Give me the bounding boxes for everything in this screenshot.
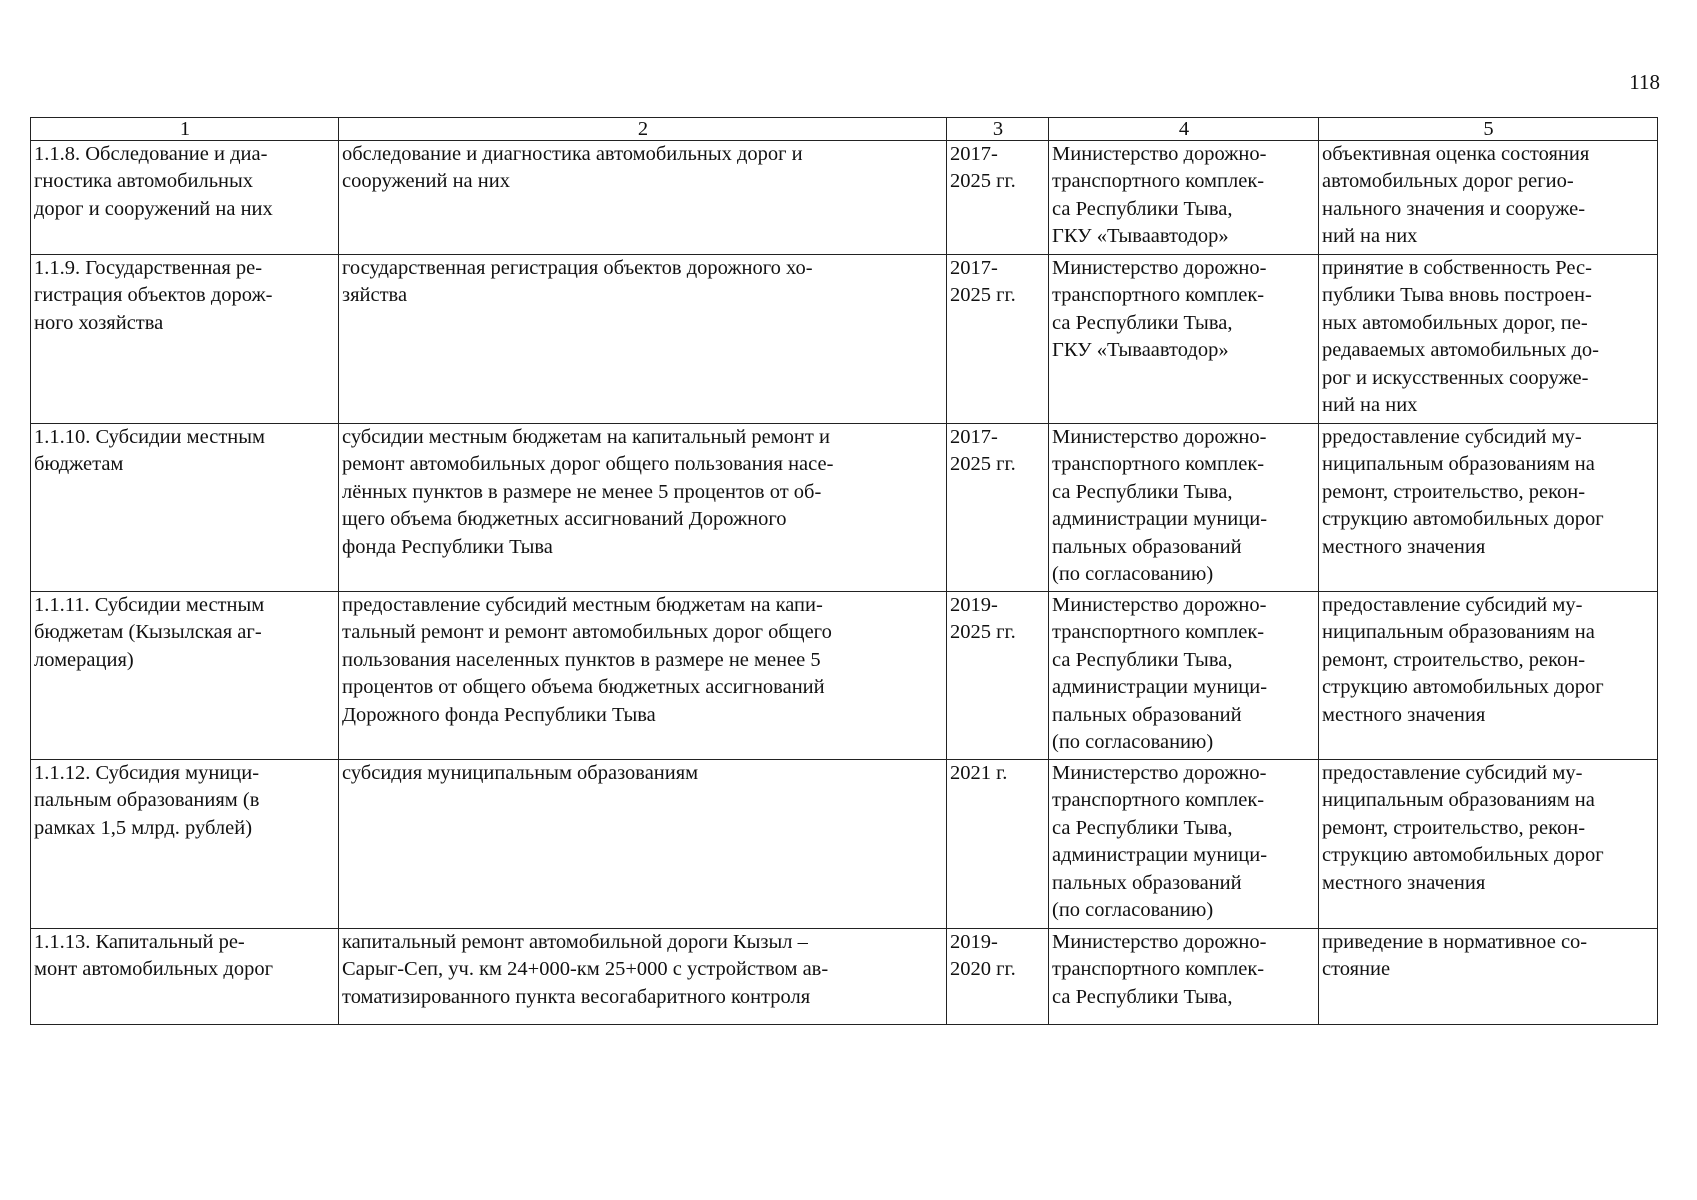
cell-text-line: государственная регистрация объектов дорожного хо- bbox=[342, 257, 813, 279]
executor-cell bbox=[1049, 929, 1319, 1025]
cell-text-line: 1.1.11. Субсидии местным bbox=[34, 594, 265, 616]
executor-cell bbox=[1049, 255, 1319, 424]
cell-text-line: обследование и диагностика автомобильных дорог и bbox=[342, 143, 803, 165]
cell-text-line: 2025 гг. bbox=[950, 621, 1016, 644]
cell-text-line: ниципальным образованиям на bbox=[1322, 621, 1595, 644]
cell-text-line: 2017- bbox=[950, 257, 998, 279]
cell-text-line: местного значения bbox=[1322, 535, 1486, 558]
header-col-4: 4 bbox=[1049, 118, 1319, 141]
cell-text-line: Министерство дорожно- bbox=[1052, 143, 1267, 165]
table-row bbox=[31, 592, 1658, 760]
cell-text-line: сооружений на них bbox=[342, 170, 510, 193]
cell-text-line: Министерство дорожно- bbox=[1052, 426, 1267, 448]
cell-text-line: транспортного комплек- bbox=[1052, 621, 1265, 644]
cell-text-line: бюджетам bbox=[34, 453, 124, 476]
result-cell bbox=[1319, 592, 1658, 760]
table-row bbox=[31, 424, 1658, 592]
cell-text-line: щего объема бюджетных ассигнований Дорожного bbox=[342, 508, 787, 531]
cell-text-line: ных автомобильных дорог, пе- bbox=[1322, 311, 1588, 334]
cell-text-line: ГКУ «Тываавтодор» bbox=[1052, 339, 1229, 362]
cell-text-line: дорог и сооружений на них bbox=[34, 197, 273, 220]
measure-name-cell bbox=[31, 592, 339, 760]
cell-text-line: ниципальным образованиям на bbox=[1322, 453, 1595, 476]
cell-text-line: транспортного комплек- bbox=[1052, 958, 1265, 981]
header-col-1: 1 bbox=[31, 118, 339, 141]
cell-text-line: редаваемых автомобильных до- bbox=[1322, 339, 1599, 362]
period-cell bbox=[947, 592, 1049, 760]
cell-text-line: 1.1.8. Обследование и диа- bbox=[34, 143, 268, 165]
cell-text-line: пальных образований bbox=[1052, 871, 1242, 894]
cell-text-line: 2019- bbox=[950, 594, 998, 616]
cell-text-line: пользования населенных пунктов в размере не менее 5 bbox=[342, 648, 821, 671]
cell-text-line: ГКУ «Тываавтодор» bbox=[1052, 225, 1229, 248]
measure-name-cell bbox=[31, 255, 339, 424]
result-cell bbox=[1319, 760, 1658, 929]
cell-text-line: предоставление субсидий му- bbox=[1322, 594, 1583, 616]
cell-text-line: субсидия муниципальным образованиям bbox=[342, 762, 699, 784]
measure-name-cell bbox=[31, 141, 339, 255]
description-cell bbox=[339, 760, 947, 929]
result-cell bbox=[1319, 255, 1658, 424]
cell-text-line: струкцию автомобильных дорог bbox=[1322, 844, 1604, 867]
measure-name-cell bbox=[31, 424, 339, 592]
cell-text-line: 2017- bbox=[950, 143, 998, 165]
measure-name-cell bbox=[31, 760, 339, 929]
description-cell bbox=[339, 141, 947, 255]
header-col-3: 3 bbox=[947, 118, 1049, 141]
cell-text-line: транспортного комплек- bbox=[1052, 789, 1265, 812]
cell-text-line: фонда Республики Тыва bbox=[342, 535, 553, 558]
cell-text-line: администрации муници- bbox=[1052, 508, 1268, 531]
header-row bbox=[31, 118, 1658, 141]
cell-text-line: 2025 гг. bbox=[950, 284, 1016, 307]
period-cell bbox=[947, 760, 1049, 929]
cell-text-line: Министерство дорожно- bbox=[1052, 931, 1267, 953]
measures-table bbox=[30, 117, 1658, 1025]
cell-text-line: стояние bbox=[1322, 958, 1391, 981]
cell-text-line: ний на них bbox=[1322, 225, 1418, 248]
cell-text-line: ремонт, строительство, рекон- bbox=[1322, 648, 1586, 671]
cell-text-line: Министерство дорожно- bbox=[1052, 762, 1267, 784]
cell-text-line: рамках 1,5 млрд. рублей) bbox=[34, 816, 253, 839]
cell-text-line: ниципальным образованиям на bbox=[1322, 789, 1595, 812]
period-cell bbox=[947, 255, 1049, 424]
cell-text-line: рредоставление субсидий му- bbox=[1322, 426, 1582, 448]
cell-text-line: процентов от общего объема бюджетных ассигнований bbox=[342, 676, 825, 699]
cell-text-line: предоставление субсидий му- bbox=[1322, 762, 1583, 784]
cell-text-line: лённых пунктов в размере не менее 5 процентов от об- bbox=[342, 480, 822, 503]
table-row bbox=[31, 255, 1658, 424]
cell-text-line: томатизированного пункта весогабаритного контроля bbox=[342, 985, 811, 1008]
cell-text-line: 2020 гг. bbox=[950, 958, 1016, 981]
cell-text-line: администрации муници- bbox=[1052, 844, 1268, 867]
cell-text-line: са Республики Тыва, bbox=[1052, 311, 1233, 334]
cell-text-line: струкцию автомобильных дорог bbox=[1322, 508, 1604, 531]
executor-cell bbox=[1049, 424, 1319, 592]
cell-text-line: субсидии местным бюджетам на капитальный ремонт и bbox=[342, 426, 830, 448]
cell-text-line: ремонт, строительство, рекон- bbox=[1322, 816, 1586, 839]
period-cell bbox=[947, 424, 1049, 592]
cell-text-line: 1.1.12. Субсидия муници- bbox=[34, 762, 260, 784]
table-row bbox=[31, 141, 1658, 255]
cell-text-line: 2019- bbox=[950, 931, 998, 953]
cell-text-line: транспортного комплек- bbox=[1052, 284, 1265, 307]
description-cell bbox=[339, 424, 947, 592]
description-cell bbox=[339, 255, 947, 424]
cell-text-line: тальный ремонт и ремонт автомобильных дорог общего bbox=[342, 621, 832, 644]
period-cell bbox=[947, 929, 1049, 1025]
executor-cell bbox=[1049, 141, 1319, 255]
cell-text-line: 2021 г. bbox=[950, 762, 1008, 784]
cell-text-line: 2025 гг. bbox=[950, 453, 1016, 476]
cell-text-line: Министерство дорожно- bbox=[1052, 594, 1267, 616]
cell-text-line: 1.1.10. Субсидии местным bbox=[34, 426, 265, 448]
measure-name-cell bbox=[31, 929, 339, 1025]
cell-text-line: нального значения и сооруже- bbox=[1322, 197, 1586, 220]
cell-text-line: ремонт автомобильных дорог общего пользования насе- bbox=[342, 453, 834, 476]
cell-text-line: приведение в нормативное со- bbox=[1322, 931, 1588, 953]
cell-text-line: са Республики Тыва, bbox=[1052, 985, 1233, 1008]
result-cell bbox=[1319, 141, 1658, 255]
description-cell bbox=[339, 592, 947, 760]
cell-text-line: 1.1.13. Капитальный ре- bbox=[34, 931, 245, 953]
cell-text-line: монт автомобильных дорог bbox=[34, 958, 274, 981]
cell-text-line: объективная оценка состояния bbox=[1322, 143, 1590, 165]
cell-text-line: са Республики Тыва, bbox=[1052, 480, 1233, 503]
cell-text-line: Дорожного фонда Республики Тыва bbox=[342, 703, 656, 726]
cell-text-line: (по согласованию) bbox=[1052, 899, 1214, 922]
table-row bbox=[31, 760, 1658, 929]
cell-text-line: зяйства bbox=[342, 284, 408, 307]
page-number: 118 bbox=[1629, 70, 1660, 94]
cell-text-line: ремонт, строительство, рекон- bbox=[1322, 480, 1586, 503]
header-col-2: 2 bbox=[339, 118, 947, 141]
cell-text-line: пальным образованиям (в bbox=[34, 789, 260, 812]
cell-text-line: са Республики Тыва, bbox=[1052, 648, 1233, 671]
result-cell bbox=[1319, 929, 1658, 1025]
cell-text-line: ного хозяйства bbox=[34, 311, 164, 334]
cell-text-line: пальных образований bbox=[1052, 535, 1242, 558]
cell-text-line: рог и искусственных сооруже- bbox=[1322, 366, 1589, 389]
cell-text-line: предоставление субсидий местным бюджетам на капи- bbox=[342, 594, 823, 616]
cell-text-line: бюджетам (Кызылская аг- bbox=[34, 621, 262, 644]
table-body bbox=[31, 141, 1658, 1025]
header-col-5: 5 bbox=[1319, 118, 1658, 141]
cell-text-line: пальных образований bbox=[1052, 703, 1242, 726]
cell-text-line: местного значения bbox=[1322, 871, 1486, 894]
cell-text-line: 2025 гг. bbox=[950, 170, 1016, 193]
cell-text-line: ний на них bbox=[1322, 394, 1418, 417]
cell-text-line: автомобильных дорог регио- bbox=[1322, 170, 1574, 193]
period-cell bbox=[947, 141, 1049, 255]
cell-text-line: администрации муници- bbox=[1052, 676, 1268, 699]
cell-text-line: публики Тыва вновь построен- bbox=[1322, 284, 1592, 307]
executor-cell bbox=[1049, 592, 1319, 760]
cell-text-line: (по согласованию) bbox=[1052, 731, 1214, 754]
cell-text-line: местного значения bbox=[1322, 703, 1486, 726]
cell-text-line: са Республики Тыва, bbox=[1052, 816, 1233, 839]
cell-text-line: принятие в собственность Рес- bbox=[1322, 257, 1592, 279]
cell-text-line: транспортного комплек- bbox=[1052, 453, 1265, 476]
cell-text-line: 1.1.9. Государственная ре- bbox=[34, 257, 263, 279]
cell-text-line: транспортного комплек- bbox=[1052, 170, 1265, 193]
cell-text-line: 2017- bbox=[950, 426, 998, 448]
cell-text-line: ломерация) bbox=[34, 648, 134, 671]
description-cell bbox=[339, 929, 947, 1025]
cell-text-line: гистрация объектов дорож- bbox=[34, 284, 273, 307]
cell-text-line: (по согласованию) bbox=[1052, 563, 1214, 586]
cell-text-line: са Республики Тыва, bbox=[1052, 197, 1233, 220]
cell-text-line: гностика автомобильных bbox=[34, 170, 254, 193]
table-row bbox=[31, 929, 1658, 1025]
cell-text-line: Министерство дорожно- bbox=[1052, 257, 1267, 279]
result-cell bbox=[1319, 424, 1658, 592]
executor-cell bbox=[1049, 760, 1319, 929]
cell-text-line: Сарыг-Сеп, уч. км 24+000-км 25+000 с устройством ав- bbox=[342, 958, 829, 981]
cell-text-line: струкцию автомобильных дорог bbox=[1322, 676, 1604, 699]
cell-text-line: капитальный ремонт автомобильной дороги Кызыл – bbox=[342, 931, 808, 953]
